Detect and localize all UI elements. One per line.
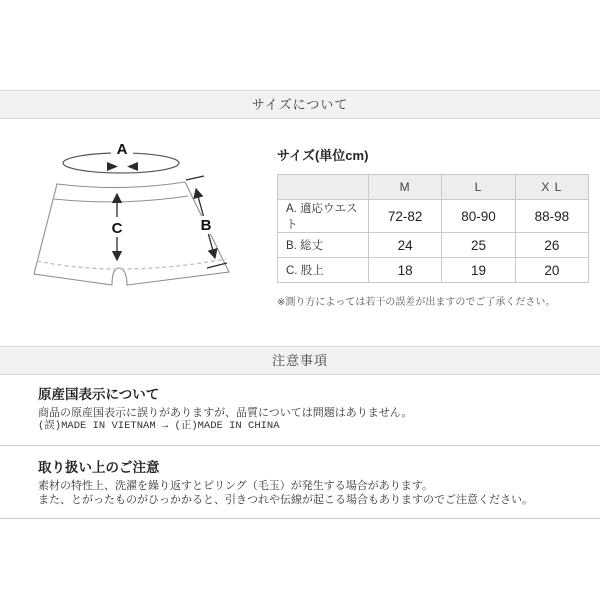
measure-label-a: A xyxy=(116,141,128,158)
row-label-length: B. 総丈 xyxy=(278,233,369,258)
measure-label-b: B xyxy=(200,217,212,234)
origin-label-heading: 原産国表示について xyxy=(38,387,160,402)
row-label-waist: A. 適応ウエスト xyxy=(278,200,369,233)
rise-value-xl: 20 xyxy=(515,258,588,283)
length-value-l: 25 xyxy=(442,233,515,258)
waist-arrow-left-icon xyxy=(127,162,138,171)
table-row-length xyxy=(278,233,589,258)
size-panel xyxy=(277,145,590,318)
rise-value-m: 18 xyxy=(369,258,442,283)
origin-label-line-2: (誤)MADE IN VIETNAM → (正)MADE IN CHINA xyxy=(38,420,280,433)
waist-value-m: 72-82 xyxy=(369,200,442,233)
handling-care-block xyxy=(0,456,600,507)
size-section-title: サイズについて xyxy=(251,97,349,112)
origin-label-block xyxy=(0,383,600,434)
measurement-disclaimer: ※測り方によっては若干の誤差が出ますのでご了承ください。 xyxy=(277,297,556,308)
bottom-divider xyxy=(0,518,600,519)
rise-value-l: 19 xyxy=(442,258,515,283)
length-tick-top xyxy=(186,176,204,180)
size-table xyxy=(277,174,589,283)
caution-body xyxy=(0,383,600,529)
caution-section-header xyxy=(0,346,600,375)
handling-care-heading: 取り扱い上のご注意 xyxy=(38,459,160,475)
table-row-waist xyxy=(278,200,589,233)
shorts-measurement-diagram xyxy=(30,137,265,295)
length-value-xl: 26 xyxy=(515,233,588,258)
waist-value-l: 80-90 xyxy=(442,200,515,233)
size-table-title: サイズ(単位cm) xyxy=(277,148,369,163)
size-section-header xyxy=(0,90,600,119)
measure-label-c: C xyxy=(111,220,123,237)
caution-section-title: 注意事項 xyxy=(271,353,328,368)
size-column-xl: X L xyxy=(515,175,588,200)
origin-label-line-1: 商品の原産国表示に誤りがありますが、品質については問題はありません。 xyxy=(38,407,413,419)
size-table-corner-cell xyxy=(278,175,369,200)
size-column-m: M xyxy=(369,175,442,200)
table-row-rise xyxy=(278,258,589,283)
size-column-l: L xyxy=(442,175,515,200)
row-label-rise: C. 股上 xyxy=(278,258,369,283)
waist-value-xl: 88-98 xyxy=(515,200,588,233)
section-divider xyxy=(0,445,600,446)
size-table-header-row xyxy=(278,175,589,200)
length-value-m: 24 xyxy=(369,233,442,258)
handling-care-line-1: 素材の特性上、洗濯を繰り返すとピリング（毛玉）が発生する場合があります。 xyxy=(38,479,433,492)
waist-arrow-right-icon xyxy=(107,162,118,171)
handling-care-line-2: また、とがったものがひっかかると、引きつれや伝線が起こる場合もありますのでご注意ください。 xyxy=(38,493,533,506)
